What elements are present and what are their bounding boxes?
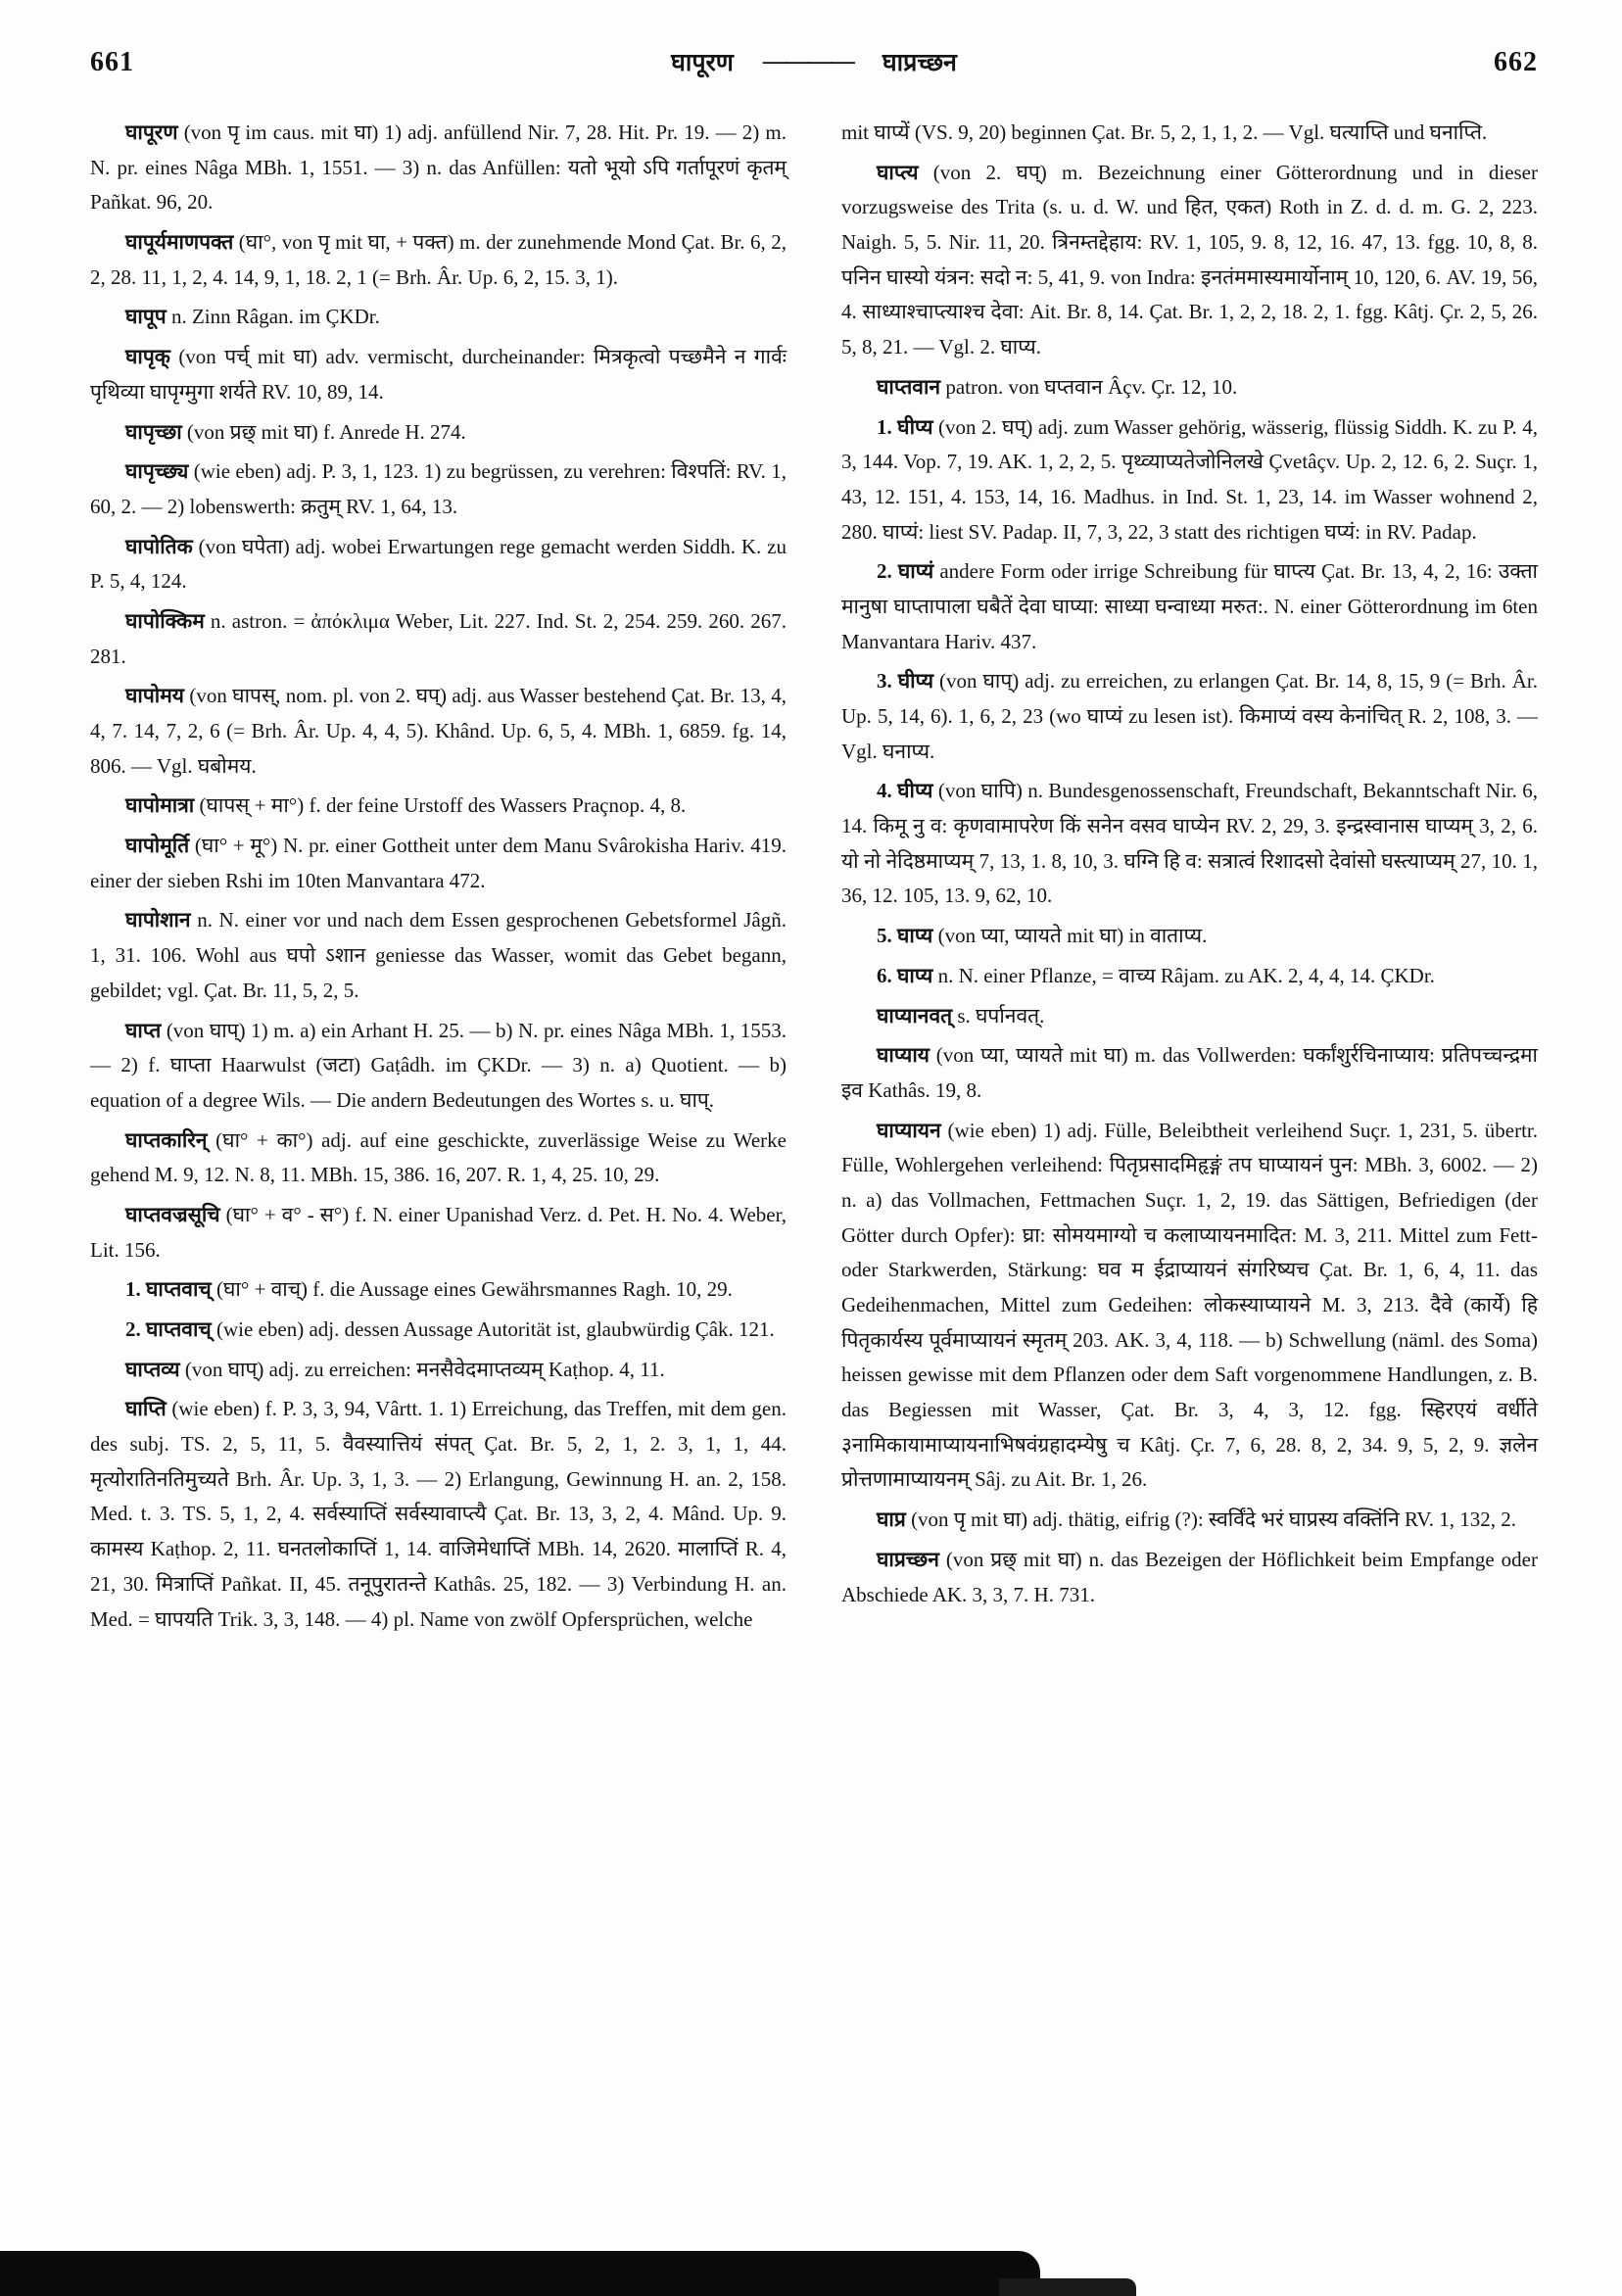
entry-body: (von घापि) n. Bundesgenossenschaft, Freundschaft, Bekanntschaft Nir. 6, 14. किमू नु व: कृणवामापरेण किं सनेन वसव घाप्येन RV. 2, 29, 3. इन्द्रस्वानास घाप्यम् 3, 2, 6. यो नो नेदिष्ठमाप्यम् 7, 13, 1. 8, 10, 3. घग्नि हि व: सत्रात्वं रिशादसो देवांसो घस्त्याप्यम् 27, 10. 1, 36, 12. 105, 13. 9, 62, 10. xyxy=(841,779,1538,908)
entry-paragraph xyxy=(90,530,787,599)
entry-paragraph xyxy=(841,1543,1538,1612)
entry-body: (घा°, von पृ mit घा, + पक्त) m. der zunehmende Mond Çat. Br. 6, 2, 2, 28. 11, 1, 2, 4. 14, 9, 1, 18. 2, 1 (= Brh. Âr. Up. 6, 2, 15. 3, 1). xyxy=(90,230,787,289)
entry-paragraph xyxy=(90,903,787,1008)
entry-body: (घापस् + मा°) f. der feine Urstoff des Wassers Praçnop. 4, 8. xyxy=(199,793,687,818)
entry-paragraph xyxy=(841,410,1538,550)
entry-paragraph xyxy=(841,999,1538,1034)
scan-artifact-bottom xyxy=(0,2251,1040,2296)
headword: घाप्त्य xyxy=(877,160,933,184)
entry-body: (wie eben) adj. P. 3, 1, 123. 1) zu begrüssen, zu verehren: विश्पतिं: RV. 1, 60, 2. — 2) lobenswerth: क्रतुम् RV. 1, 64, 13. xyxy=(90,459,787,518)
entry-paragraph xyxy=(90,340,787,409)
entry-paragraph xyxy=(841,959,1538,994)
right-column xyxy=(841,116,1538,1642)
entry-body: (von प्रछ् mit घा) n. das Bezeigen der Höflichkeit beim Empfange oder Abschiede AK. 3, 3, 7. H. 731. xyxy=(841,1547,1539,1606)
entry-paragraph xyxy=(90,300,787,335)
entry-body: (wie eben) adj. dessen Aussage Autorität ist, glaubwürdig Çâk. 121. xyxy=(216,1317,775,1341)
entry-body: (von घापस्, nom. pl. von 2. घप्) adj. aus Wasser bestehend Çat. Br. 13, 4, 4, 7. 14, 7, 2, 6 (= Brh. Âr. Up. 4, 4, 5). Khând. Up. 6, 5, 4. MBh. 1, 6859. fg. 14, 806. — Vgl. घबोमय. xyxy=(90,684,787,778)
entry-body: n. N. einer Pflanze, = वाच्य Râjam. zu AK. 2, 4, 4, 14. ÇKDr. xyxy=(937,963,1435,987)
entry-paragraph xyxy=(90,454,787,524)
entry-paragraph xyxy=(841,370,1538,406)
headword: घापृच्छ्य xyxy=(125,459,194,484)
entry-body: (von प्या, प्यायते mit घा) m. das Vollwerden: घर्कांशुर्रचिनाप्याय: प्रतिपच्चन्द्रमा इव Kathâs. 19, 8. xyxy=(841,1043,1538,1102)
entry-body: (von प्या, प्यायते mit घा) in वाताप्य. xyxy=(937,924,1208,948)
headword: 2. घाप्तवाच् xyxy=(125,1317,216,1341)
scan-artifact-bottom-tail xyxy=(999,2278,1136,2296)
entry-paragraph xyxy=(90,829,787,898)
entry-paragraph xyxy=(90,1353,787,1388)
headword: घापोक्किम xyxy=(125,608,211,633)
headword: घाप्तवान xyxy=(877,374,946,399)
entry-body: (von पृ mit घा) adj. thätig, eifrig (?): स्वर्विंदे भरं घाप्रस्य वक्तिंनि RV. 1, 132, 2. xyxy=(911,1507,1517,1532)
headword: घापोमात्रा xyxy=(125,793,200,818)
headword: घापूरण xyxy=(125,120,184,144)
entry-paragraph xyxy=(90,789,787,824)
entry-body: (von घाप्) adj. zu erreichen: मनसैवेदमाप्तव्यम् Kaṭhop. 4, 11. xyxy=(184,1357,665,1381)
entry-paragraph xyxy=(841,919,1538,954)
page-number-left: 661 xyxy=(90,47,134,77)
entry-body: (von प्रछ् mit घा) f. Anrede H. 274. xyxy=(186,419,466,444)
entry-paragraph xyxy=(841,1503,1538,1538)
running-head-first-word: घापूरण xyxy=(671,50,734,76)
left-column xyxy=(90,116,787,1642)
headword: 2. घाप्यं xyxy=(877,559,940,584)
headword: घापृच्छा xyxy=(125,419,187,444)
entry-body: (घा° + मू°) N. pr. einer Gottheit unter dem Manu Svârokisha Hariv. 419. einer der sieben Rshi im 10ten Manvantara 472. xyxy=(90,834,787,892)
running-head-last-word: घाप्रच्छन xyxy=(882,50,957,76)
text-columns xyxy=(90,116,1538,1642)
headword: घापोतिक xyxy=(125,534,199,558)
headword: 6. घाप्य xyxy=(877,963,938,987)
entry-paragraph xyxy=(90,1272,787,1308)
entry-body: s. घर्पानवत्. xyxy=(957,1003,1045,1028)
headword: घाप्तवज्रसूचि xyxy=(125,1202,226,1226)
entry-body: n. astron. = ἀπόκλιμα Weber, Lit. 227. Ind. St. 2, 254. 259. 260. 267. 281. xyxy=(90,608,787,668)
running-head xyxy=(671,45,957,78)
entry-body: (von घाप्) adj. zu erreichen, zu erlangen Çat. Br. 14, 8, 15, 9 (= Brh. Âr. Up. 5, 14, 6). 1, 6, 2, 23 (wo घाप्यं zu lesen ist). किमाप्यं वस्य केनांचित् R. 2, 108, 3. — Vgl. घनाप्य. xyxy=(841,669,1538,763)
entry-paragraph xyxy=(841,664,1538,769)
headword: घाप्यानवत् xyxy=(877,1003,958,1028)
entry-body: (von पर्च् mit घा) adv. vermischt, durcheinander: मित्रकृत्वो पच्छमैने न गार्वः पृथिव्या घापृग्मुगा शर्यते RV. 10, 89, 14. xyxy=(90,345,787,404)
entry-body: (wie eben) f. P. 3, 3, 94, Vârtt. 1. 1) Erreichung, das Treffen, mit dem gen. des subj. TS. 2, 5, 11, 5. वैवस्यात्तियं संपत् Çat. Br. 5, 2, 1, 2. 3, 1, 1, 44. मृत्योरातिनतिमुच्यते Brh. Âr. Up. 3, 1, 3. — 2) Erlangung, Gewinnung H. an. 2, 158. Med. t. 3. TS. 5, 1, 2, 4. सर्वस्याप्तिं सर्वस्यावाप्त्यै Çat. Br. 13, 3, 2, 4. Mând. Up. 9. कामस्य Kaṭhop. 2, 11. घनतलोकाप्तिं 1, 14. वाजिमेधाप्तिं MBh. 14, 2620. मालाप्तिं R. 4, 21, 30. मित्राप्तिं Pañkat. II, 45. तनूपुरातन्ते Kathâs. 25, 182. — 3) Verbindung H. an. Med. = घापयति Trik. 3, 3, 148. — 4) pl. Name von zwölf Opfersprüchen, welche xyxy=(90,1397,787,1631)
headword: घाप्त xyxy=(125,1018,167,1042)
headword: घापूर्यमाणपक्त xyxy=(125,230,239,255)
entry-body: mit घाप्यें (VS. 9, 20) beginnen Çat. Br. 5, 2, 1, 1, 2. — Vgl. घत्याप्ति und घनाप्ति. xyxy=(841,120,1488,144)
headword: घापृक् xyxy=(125,345,179,369)
headword: घाप्ति xyxy=(125,1397,172,1421)
headword: घापोमूर्ति xyxy=(125,834,195,858)
entry-paragraph xyxy=(841,116,1538,151)
headword: 3. घीप्य xyxy=(877,669,940,694)
running-header xyxy=(90,45,1538,78)
entry-paragraph xyxy=(90,1124,787,1193)
headword: घापोमय xyxy=(125,684,190,708)
entry-body: n. N. einer vor und nach dem Essen gesprochenen Gebetsformel Jâgñ. 1, 31. 106. Wohl aus घपो ऽशान geniesse das Wasser, womit das Gebet begann, gebildet; vgl. Çat. Br. 11, 5, 2, 5. xyxy=(90,908,787,1002)
headword: घाप्रच्छन xyxy=(877,1547,946,1571)
entry-paragraph xyxy=(841,156,1538,365)
entry-paragraph xyxy=(90,604,787,674)
page-number-right: 662 xyxy=(1494,47,1538,77)
entry-body: (घा° + व° - स°) f. N. einer Upanishad Verz. d. Pet. H. No. 4. Weber, Lit. 156. xyxy=(90,1202,787,1262)
entry-paragraph xyxy=(841,554,1538,659)
entry-body: n. Zinn Râgan. im ÇKDr. xyxy=(170,305,380,329)
headword: 5. घाप्य xyxy=(877,924,938,948)
entry-paragraph xyxy=(841,1114,1538,1499)
entry-paragraph xyxy=(90,116,787,220)
running-head-separator: ———— xyxy=(762,48,853,74)
entry-body: (von 2. घप्) adj. zum Wasser gehörig, wässerig, flüssig Siddh. K. zu P. 4, 3, 144. Vop. 7, 19. AK. 1, 2, 2, 5. पृथ्व्याप्यतेजोनिलखे Çvetâçv. Up. 2, 12. 6, 2. Suçr. 1, 43, 12. 151, 4. 153, 14, 16. Madhus. in Ind. St. 1, 23, 14. im Wasser wohnend 2, 280. घाप्यं: liest SV. Padap. II, 7, 3, 22, 3 statt des richtigen घप्यं: in RV. Padap. xyxy=(841,414,1538,544)
headword: 1. घाप्तवाच् xyxy=(125,1277,216,1302)
entry-paragraph xyxy=(90,1392,787,1637)
entry-body: (wie eben) 1) adj. Fülle, Beleibtheit verleihend Suçr. 1, 231, 5. übertr. Fülle, Wohlergehen verleihend: पितृप्रसादमिहृङ्गं तप घाप्यायनं पुन: MBh. 3, 6002. — 2) n. a) das Vollmachen, Fettmachen Suçr. 1, 2, 19. das Sättigen, Befriedigen (der Götter durch Opfer): घ्रा: सोमयमाग्यो च कलाप्यायनमादित: M. 3, 211. Mittel zum Fett- oder Starkwerden, Stärkung: घव म ईद्राप्यायनं संगरिष्यच Çat. Br. 1, 6, 4, 11. das Gedeihenmachen, Mittel zum Gedeihen: लोकस्याप्यायने M. 3, 213. दैवे (कार्ये) हि पितृकार्यस्य पूर्वमाप्यायनं स्मृतम् 203. AK. 3, 4, 118. — b) Schwellung (näml. des Soma) heissen gewisse mit dem Pflanzen oder dem Saft vorgenommene Handlungen, z. B. das Begiessen mit Wasser, Çat. Br. 3, 4, 3, 12. fgg. स्हिरएयं वर्धीते ३नामिकायामाप्यायनाभिषवंग्रहादम्येषु च Kâtj. Çr. 7, 6, 28. 8, 2, 34. 9, 5, 2, 9. ज्ञलेन प्रोत्तणामाप्यायनम् Sâj. zu Ait. Br. 1, 26. xyxy=(841,1118,1538,1492)
entry-paragraph xyxy=(841,774,1538,914)
headword: घापूप xyxy=(125,305,171,329)
headword: घाप्याय xyxy=(877,1043,936,1068)
entry-paragraph xyxy=(90,1198,787,1268)
entry-paragraph xyxy=(90,1313,787,1348)
headword: घापोशान xyxy=(125,908,198,933)
entry-paragraph xyxy=(90,415,787,451)
entry-body: (घा° + वाच्) f. die Aussage eines Gewährsmannes Ragh. 10, 29. xyxy=(216,1277,733,1302)
entry-body: patron. von घप्तवान Âçv. Çr. 12, 10. xyxy=(945,374,1238,399)
entry-paragraph xyxy=(841,1038,1538,1108)
entry-body: (von घपेता) adj. wobei Erwartungen rege gemacht werden Siddh. K. zu P. 5, 4, 124. xyxy=(90,534,787,594)
headword: घाप्तकारिन् xyxy=(125,1127,216,1152)
entry-body: (घा° + का°) adj. auf eine geschickte, zuverlässige Weise zu Werke gehend M. 9, 12. N. 8, 11. MBh. 15, 386. 16, 207. R. 1, 4, 25. 10, 29. xyxy=(90,1127,787,1187)
headword: 4. घीप्य xyxy=(877,779,938,803)
headword: घाप्र xyxy=(877,1507,912,1532)
entry-body: (von पृ im caus. mit घा) 1) adj. anfüllend Nir. 7, 28. Hit. Pr. 19. — 2) m. N. pr. eines Nâga MBh. 1, 1551. — 3) n. das Anfüllen: यतो भूयो ऽपि गर्तापूरणं कृतम् Pañkat. 96, 20. xyxy=(90,120,787,215)
entry-paragraph xyxy=(90,225,787,295)
entry-body: (von 2. घप्) m. Bezeichnung einer Götterordnung und in dieser vorzugsweise des Trita (s. u. d. W. und हित, एकत) Roth in Z. d. d. m. G. 2, 223. Naigh. 5, 5. Nir. 11, 20. त्रिनम्तद्देहाय: RV. 1, 105, 9. 8, 12, 16. 47, 13. fgg. 10, 8, 8. पनिन घास्यो यंत्रन: सदो न: 5, 41, 9. von Indra: इनतंममास्यमार्योनाम् 10, 120, 6. AV. 19, 56, 4. साध्याश्चाप्त्याश्च देवा: Ait. Br. 8, 14. Çat. Br. 1, 2, 2, 18. 2, 1. fgg. Kâtj. Çr. 2, 5, 26. 5, 8, 21. — Vgl. 2. घाप्य. xyxy=(841,160,1538,359)
entry-body: (von घाप्) 1) m. a) ein Arhant H. 25. — b) N. pr. eines Nâga MBh. 1, 1553. — 2) f. घाप्ता Haarwulst (जटा) Gaṭâdh. im ÇKDr. — 3) n. a) Quotient. — b) equation of a degree Wils. — Die andern Bedeutungen des Wortes s. u. घाप्. xyxy=(90,1018,787,1112)
entry-body: andere Form oder irrige Schreibung für घाप्त्य Çat. Br. 13, 4, 2, 16: उक्ता मानुषा घाप्तापाला घबैतें देवा घाप्या: साध्या घन्वाध्या मरुत:. N. einer Götterordnung im 6ten Manvantara Hariv. 437. xyxy=(841,559,1538,653)
entry-paragraph xyxy=(90,679,787,784)
headword: घाप्तव्य xyxy=(125,1357,185,1381)
entry-paragraph xyxy=(90,1014,787,1119)
headword: घाप्यायन xyxy=(877,1118,948,1142)
headword: 1. घीप्य xyxy=(877,414,938,439)
